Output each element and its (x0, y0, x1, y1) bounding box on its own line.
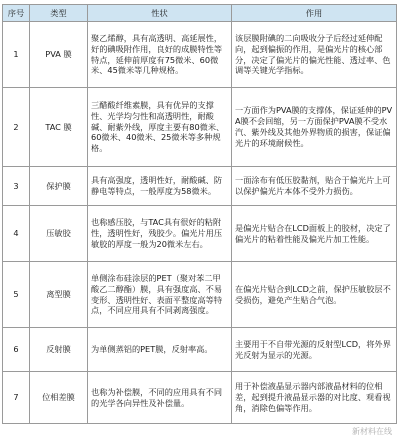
row-function: 在偏光片贴合到LCD之前，保护压敏胶层不受损伤，避免产生贴合气泡。 (232, 262, 397, 328)
row-property: 聚乙烯醇，具有高透明、高延展性，好的碘吸附作用，良好的成膜特性等特点，延伸前厚度有75微米、60微米、45微米等几种规格。 (88, 22, 232, 88)
table-row (3, 328, 397, 372)
table-header-row (3, 5, 397, 22)
row-type: 保护膜 (30, 167, 88, 206)
row-property: 也称感压胶，与TAC具有很好的粘附性，透明性好，残胶少。偏光片用压敏胶的厚度一般为20微米左右。 (88, 206, 232, 262)
row-function: 用于补偿液晶显示器内部液晶材料的位相差，起到提升液晶显示器的对比度、观看视角，消除色偏等作用。 (232, 372, 397, 424)
row-property: 为单侧蒸铝的PET膜，反射率高。 (88, 328, 232, 372)
row-no: 4 (3, 206, 30, 262)
polarizer-layers-table (2, 4, 397, 424)
header-property: 性状 (88, 5, 232, 22)
row-no: 7 (3, 372, 30, 424)
table-row (3, 206, 397, 262)
row-no: 3 (3, 167, 30, 206)
table-row (3, 167, 397, 206)
header-no: 序号 (3, 5, 30, 22)
row-type: 反射膜 (30, 328, 88, 372)
row-function: 一方面作为PVA膜的支撑体，保证延伸的PVA膜不会回缩，另一方面保护PVA膜不受水汽、紫外线及其他外界物质的损害，保证偏光片的环境耐候性。 (232, 88, 397, 167)
row-function: 是偏光片贴合在LCD面板上的胶材，决定了偏光片的粘着性能及偏光片加工性能。 (232, 206, 397, 262)
row-type: 位相差膜 (30, 372, 88, 424)
header-type: 类型 (30, 5, 88, 22)
row-function: 主要用于不自带光源的反射型LCD，将外界光反射为显示的光源。 (232, 328, 397, 372)
row-property: 三醋酸纤维素膜，具有优异的支撑性、光学均匀性和高透明性，耐酸碱、耐紫外线，厚度主要有80微米、60微米、40微米、25微米等多种规格。 (88, 88, 232, 167)
row-type: 离型膜 (30, 262, 88, 328)
table-row (3, 88, 397, 167)
row-function: 一面涂布有低压胶黏剂，贴合于偏光片上可以保护偏光片本体不受外力损伤。 (232, 167, 397, 206)
row-type: TAC 膜 (30, 88, 88, 167)
table-row (3, 262, 397, 328)
row-no: 5 (3, 262, 30, 328)
row-type: PVA 膜 (30, 22, 88, 88)
row-function: 该层膜附碘的二向吸收分子后经过延伸配向，起到偏振的作用，是偏光片的核心部分，决定了偏光片的偏光性能、透过率、色调等关键光学指标。 (232, 22, 397, 88)
row-type: 压敏胶 (30, 206, 88, 262)
table-row (3, 22, 397, 88)
row-no: 1 (3, 22, 30, 88)
table-row (3, 372, 397, 424)
row-property: 单侧涂布硅涂层的PET（聚对苯二甲酸乙二醇酯）膜，具有强度高、不易变形、透明性好、表面平整度高等特点，不同应用具有不同剥离强度。 (88, 262, 232, 328)
watermark: 新材料在线 (352, 427, 392, 436)
row-property: 具有高强度，透明性好，耐酸碱、防静电等特点，一般厚度为58微米。 (88, 167, 232, 206)
header-function: 作用 (232, 5, 397, 22)
row-no: 2 (3, 88, 30, 167)
row-property: 也称为补偿膜，不同的应用具有不同的光学各向异性及补偿量。 (88, 372, 232, 424)
row-no: 6 (3, 328, 30, 372)
